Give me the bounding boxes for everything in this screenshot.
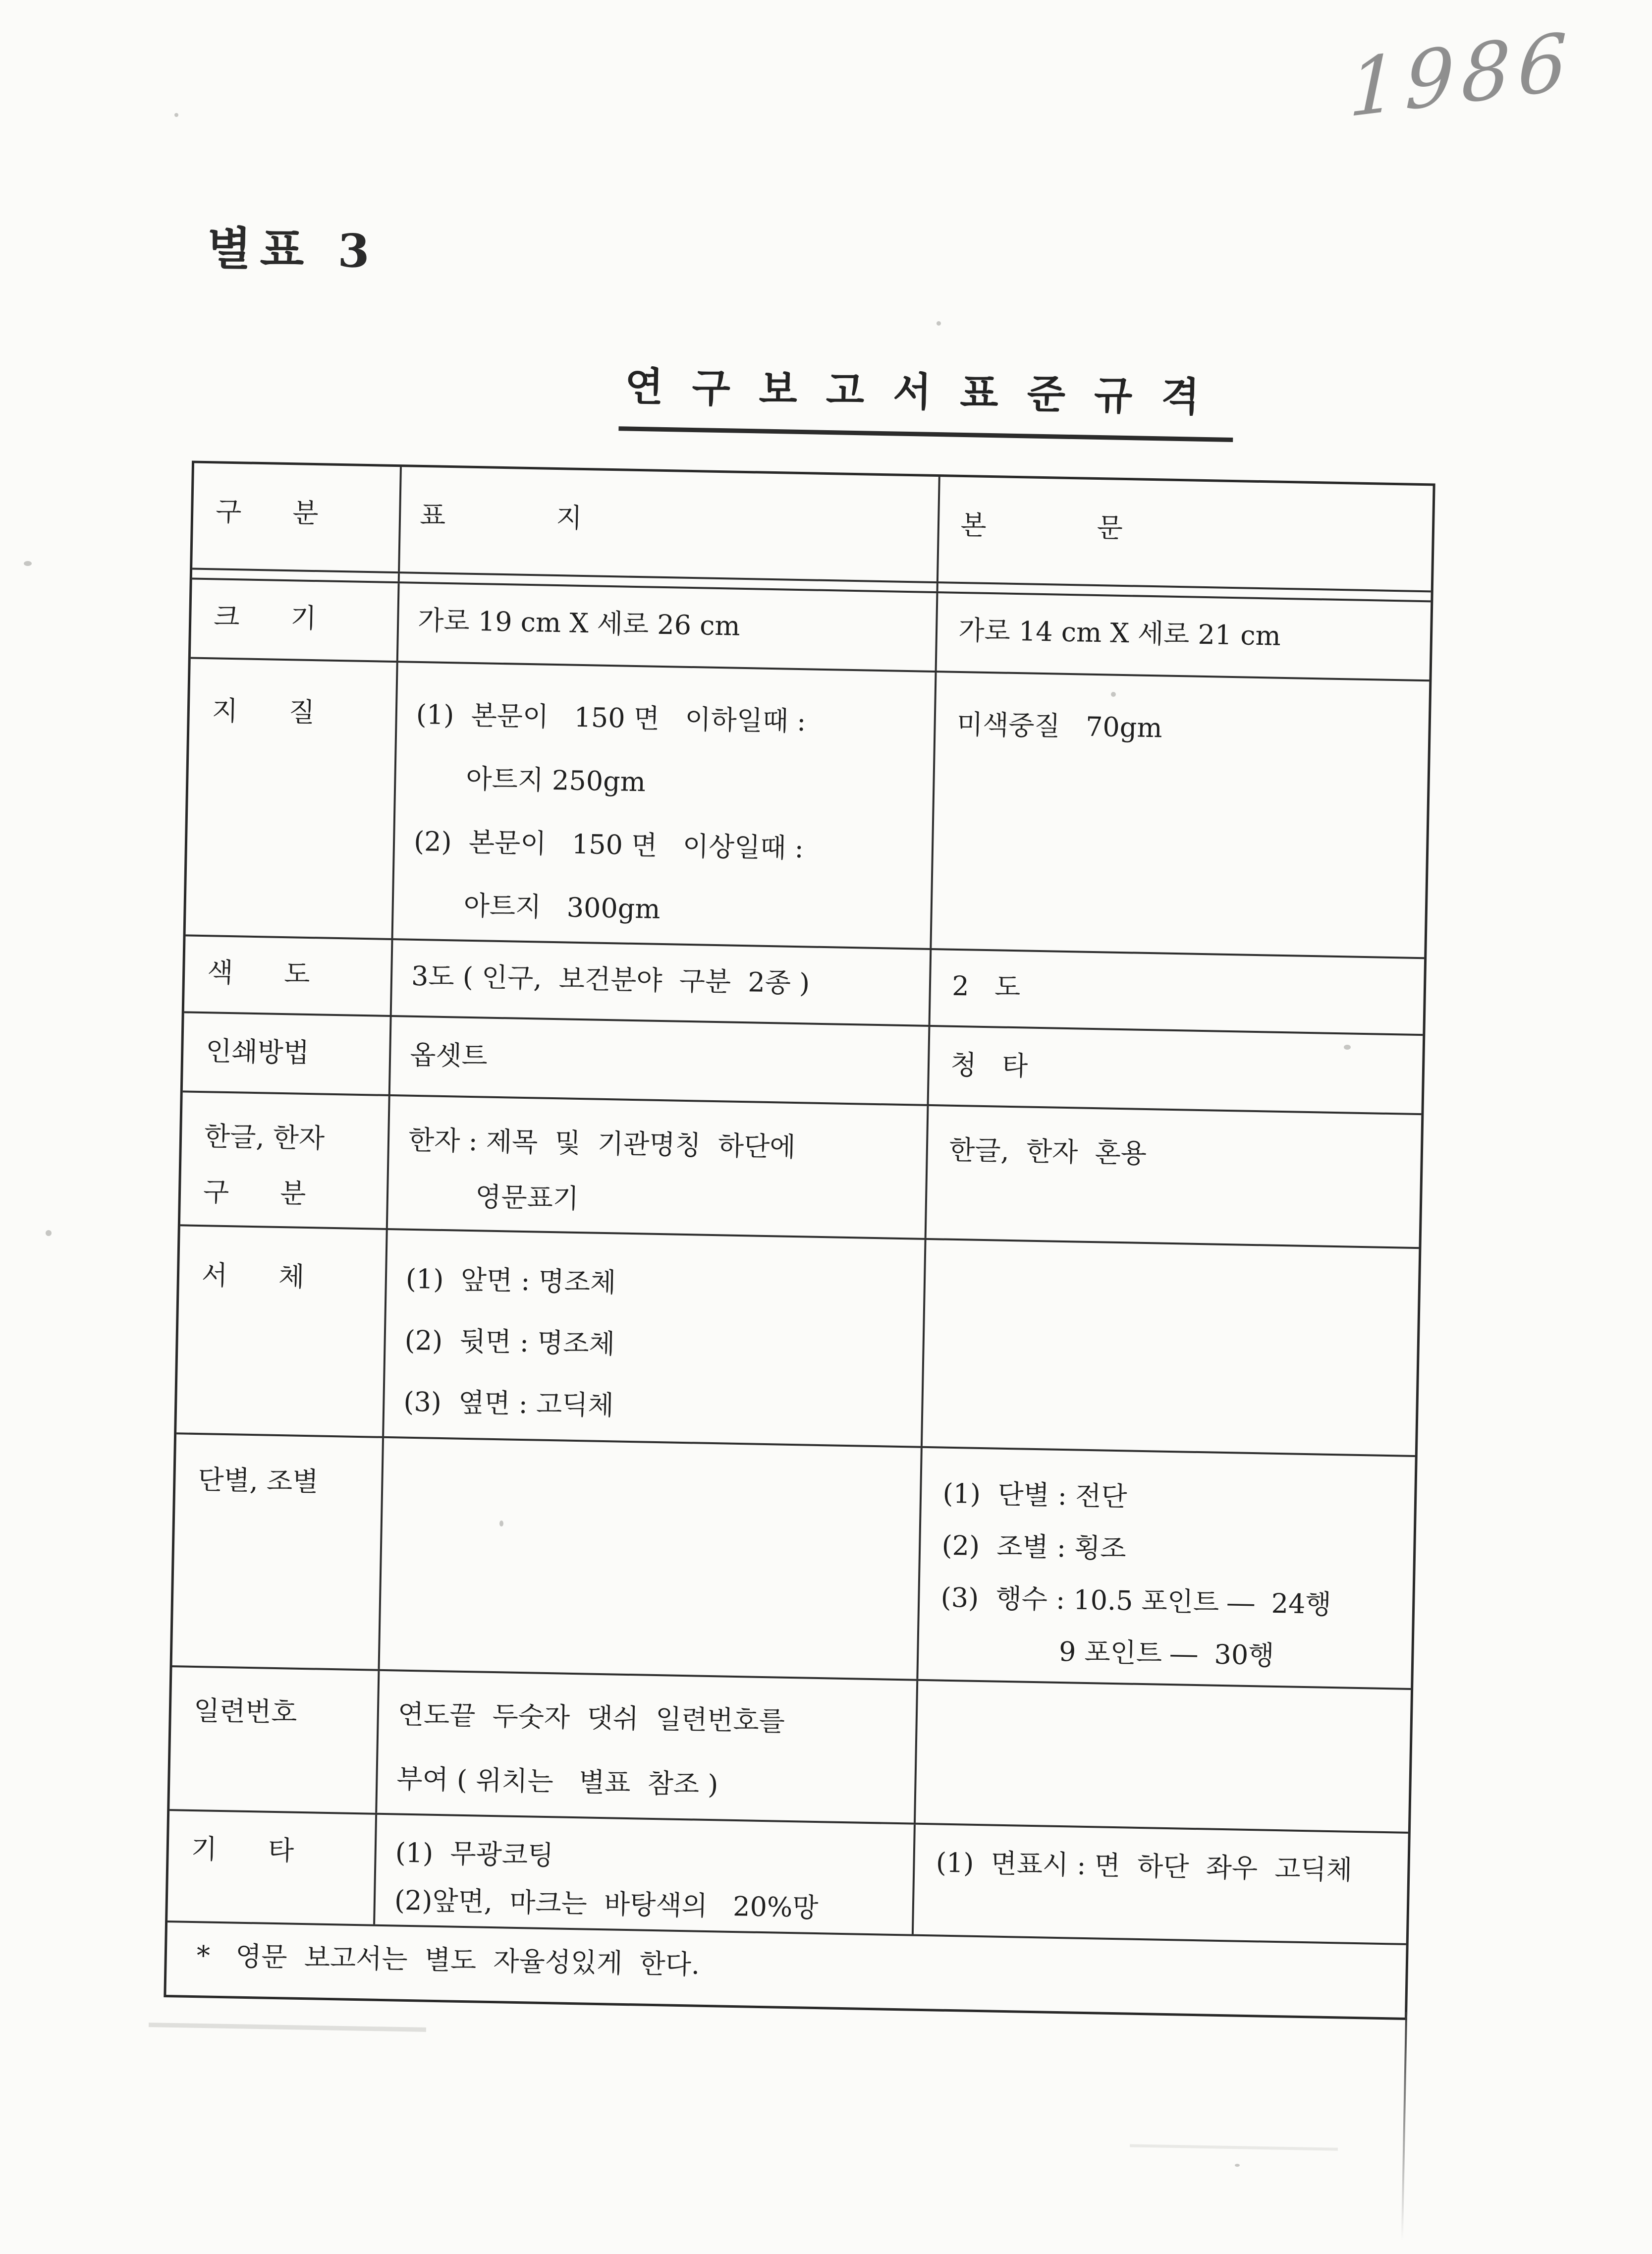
noise-speck (174, 113, 178, 117)
cover-cell (380, 1438, 923, 1679)
noise-speck (24, 561, 32, 566)
cover-cell: 연도끝 두숫자 댓쉬 일련번호를 부여 ( 위치는 별표 참조 ) (377, 1671, 918, 1823)
table-row-columns-typesetting (172, 1434, 1415, 1690)
scan-artifact-line (1401, 2012, 1407, 2240)
document-title: 연구보고서표준규격 (618, 354, 1234, 442)
cover-cell: (1) 무광코팅 (2)앞면, 마크는 바탕색의 20%망 (375, 1815, 916, 1934)
cover-cell: 옵셋트 (390, 1017, 931, 1104)
row-label: 단별, 조별 (172, 1434, 385, 1669)
body-cell: 미색중질 70gm (956, 708, 1163, 744)
body-cell: 2 도 (951, 970, 1021, 1003)
cover-cell: (1) 앞면 : 명조체 (2) 뒷면 : 명조체 (3) 옆면 : 고딕체 (384, 1230, 927, 1446)
header-body: 본 문 (960, 509, 1123, 544)
body-cell (923, 1240, 1419, 1455)
table-row-typeface (176, 1226, 1419, 1457)
table-row-paper (186, 659, 1430, 959)
cover-cell: 3도 ( 인구, 보건분야 구분 2종 ) (392, 940, 932, 1025)
footnote-text: * 영문 보고서는 별도 자율성있게 한다. (196, 1940, 700, 1980)
header-category: 구 분 (192, 463, 402, 572)
spec-table (164, 460, 1435, 2020)
row-label: 색 도 (184, 936, 393, 1015)
body-cell (916, 1681, 1411, 1832)
row-label: 일련번호 (169, 1667, 380, 1813)
table-row-serial-number (169, 1667, 1411, 1834)
body-cell: 청 타 (950, 1049, 1028, 1082)
noise-speck (1344, 1045, 1351, 1050)
body-cell: (1) 면표시 : 면 하단 좌우 고딕체 (936, 1847, 1353, 1886)
handwritten-year-note: 1986 (1348, 15, 1575, 135)
cover-cell: (1) 본문이 150 면 이하일때 : 아트지 250gm (2) 본문이 150 면 이상일때 : 아트지 300gm (393, 663, 937, 948)
noise-speck (1235, 2164, 1240, 2167)
noise-speck (46, 1230, 52, 1236)
appendix-label: 별표 3 (206, 221, 379, 279)
body-cell: 가로 14 cm X 세로 21 cm (958, 614, 1281, 652)
row-label: 한글, 한자 구 분 (180, 1092, 390, 1228)
row-label: 기 타 (167, 1811, 377, 1924)
noise-speck (1111, 692, 1116, 697)
cover-cell: 가로 19 cm X 세로 26 cm (398, 583, 938, 671)
noise-speck (499, 1521, 503, 1526)
row-label: 지 질 (186, 659, 398, 938)
table-row-hangul-hanja (180, 1092, 1422, 1249)
body-cell: (1) 단별 : 전단 (2) 조별 : 횡조 (3) 행수 : 10.5 포인트 ― 24행 9 포인트 ― 30행 (939, 1477, 1332, 1671)
row-label: 서 체 (176, 1226, 388, 1436)
header-cover: 표 지 (400, 467, 940, 581)
noise-speck (936, 321, 941, 326)
row-label: 크 기 (191, 580, 400, 661)
cover-cell: 한자 : 제목 및 기관명칭 하단에 영문표기 (388, 1096, 929, 1238)
row-label: 인쇄방법 (183, 1013, 392, 1094)
body-cell: 한글, 한자 혼용 (948, 1134, 1147, 1170)
table-row-etc (167, 1811, 1408, 1945)
